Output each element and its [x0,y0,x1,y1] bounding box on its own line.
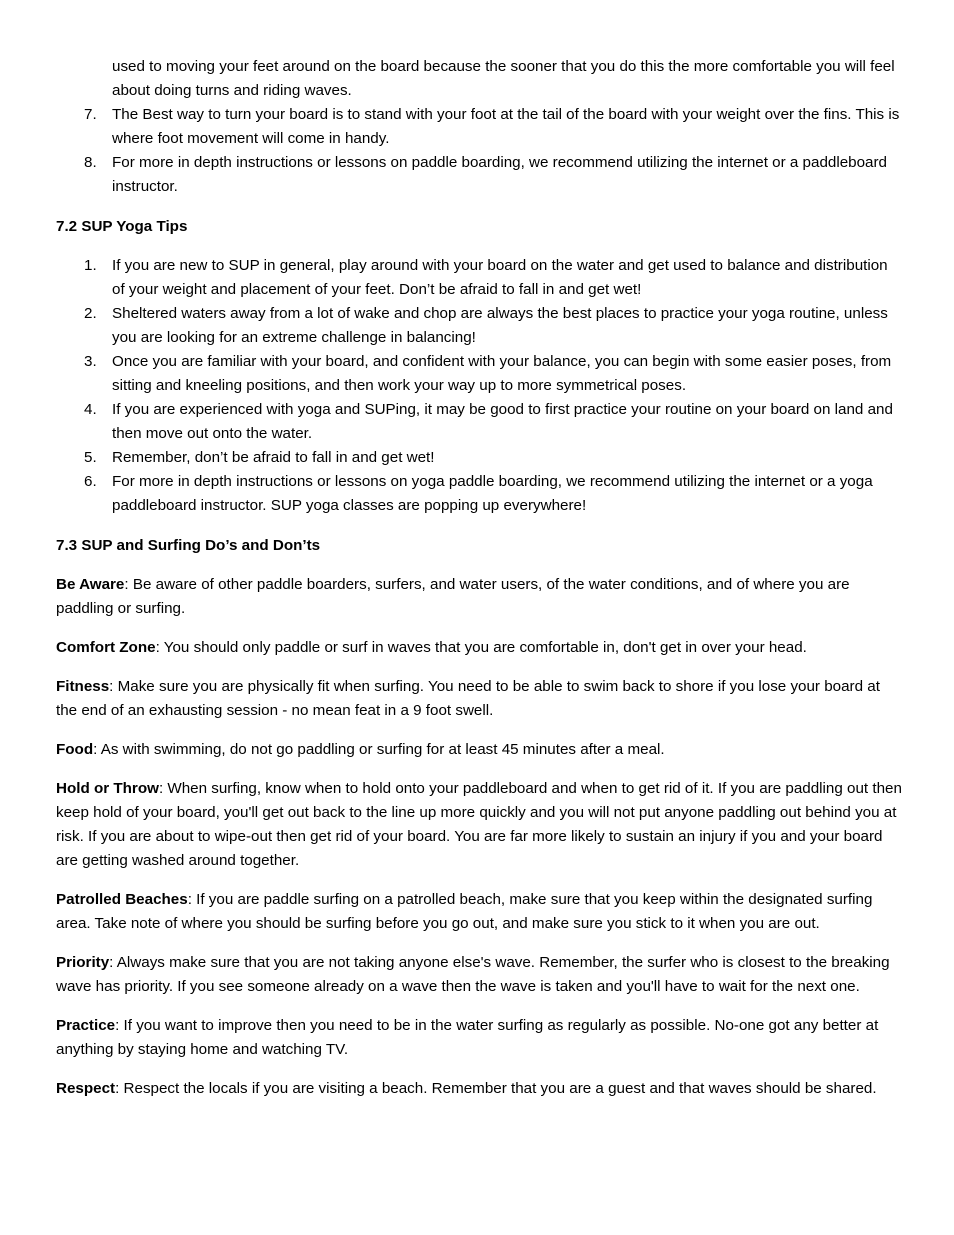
list-item-continuation: used to moving your feet around on the board because the sooner that you do this the more comfortable you will feel about doing turns and riding waves. [112,58,895,99]
list-item-text: If you are experienced with yoga and SUPing, it may be good to first practice your routine on your board on land and then move out onto the water. [112,401,893,442]
tip-text: : When surfing, know when to hold onto your paddleboard and when to get rid of it. If you are paddling out then keep hold of your board, you'll get out back to the line up more quickly and you will not put anyone paddling out behind you at risk. If you are about to wipe-out then get rid of your board. You are far more likely to sustain an injury if you and your board are getting washed around together. [56,780,902,869]
tip-term: Hold or Throw [56,780,159,797]
tip-paragraph [56,636,902,660]
yoga-tips-list [56,254,902,518]
surfing-tips [56,573,902,1101]
list-number: 8. [84,154,97,171]
tip-text: : As with swimming, do not go paddling or surfing for at least 45 minutes after a meal. [93,741,665,758]
list-item-text: Remember, don’t be afraid to fall in and get wet! [112,449,435,466]
tip-paragraph [56,675,902,723]
tip-paragraph [56,1014,902,1062]
list-item [56,103,902,151]
list-item-text: For more in depth instructions or lessons on paddle boarding, we recommend utilizing the internet or a paddleboard instructor. [112,154,888,195]
list-item [56,254,902,302]
tip-text: : Be aware of other paddle boarders, surfers, and water users, of the water conditions, and of where you are paddling or surfing. [56,576,850,617]
section-heading-surfing-dos-donts: 7.3 SUP and Surfing Do’s and Don’ts [56,537,321,554]
tip-paragraph [56,738,902,762]
list-item [56,151,902,199]
list-number: 6. [84,473,97,490]
tip-term: Practice [56,1017,116,1034]
list-item [56,398,902,446]
tip-term: Patrolled Beaches [56,891,188,908]
list-number: 7. [84,106,97,123]
instructions-list [56,103,902,199]
list-number: 5. [84,449,97,466]
tip-paragraph [56,573,902,621]
tip-paragraph [56,1077,902,1101]
tip-term: Priority [56,954,110,971]
list-item-text: Sheltered waters away from a lot of wake and chop are always the best places to practice your yoga routine, unless you are looking for an extreme challenge in balancing! [112,305,888,346]
tip-text: : Make sure you are physically fit when surfing. You need to be able to swim back to shore if you lose your board at the end of an exhausting session - no mean feat in a 9 foot swell. [56,678,880,719]
tip-text: : You should only paddle or surf in waves that you are comfortable in, don't get in over your head. [155,639,807,656]
tip-paragraph [56,951,902,999]
list-item-text: For more in depth instructions or lessons on yoga paddle boarding, we recommend utilizing the internet or a yoga paddleboard instructor. SUP yoga classes are popping up everywhere! [112,473,873,514]
tip-text: : Always make sure that you are not taking anyone else's wave. Remember, the surfer who is closest to the breaking wave has priority. If you see someone already on a wave then the wave is taken and you'll have to wait for the next one. [56,954,890,995]
tip-term: Food [56,741,94,758]
list-number: 4. [84,401,97,418]
tip-text: : If you are paddle surfing on a patrolled beach, make sure that you keep within the designated surfing area. Take note of where you should be surfing before you go out, and make sure you stick to it when you are out. [56,891,873,932]
document-page [56,55,902,1101]
list-item [56,446,902,470]
list-number: 3. [84,353,97,370]
tip-text: : Respect the locals if you are visiting a beach. Remember that you are a guest and that waves should be shared. [115,1080,877,1097]
list-item [56,302,902,350]
list-item [56,350,902,398]
list-number: 2. [84,305,97,322]
tip-term: Comfort Zone [56,639,156,656]
tip-paragraph [56,888,902,936]
list-number: 1. [84,257,97,274]
tip-text: : If you want to improve then you need to be in the water surfing as regularly as possible. No-one got any better at anything by staying home and watching TV. [56,1017,879,1058]
tip-paragraph [56,777,902,873]
tip-term: Fitness [56,678,110,695]
list-item [56,470,902,518]
list-item-text: The Best way to turn your board is to stand with your foot at the tail of the board with your weight over the fins. This is where foot movement will come in handy. [112,106,900,147]
list-item-text: Once you are familiar with your board, and confident with your balance, you can begin with some easier poses, from sitting and kneeling positions, and then work your way up to more symmetrical poses. [112,353,892,394]
list-item-text: If you are new to SUP in general, play around with your board on the water and get used to balance and distribution of your weight and placement of your feet. Don’t be afraid to fall in and get wet! [112,257,888,298]
tip-term: Be Aware [56,576,125,593]
tip-term: Respect [56,1080,116,1097]
section-heading-yoga-tips: 7.2 SUP Yoga Tips [56,218,188,235]
